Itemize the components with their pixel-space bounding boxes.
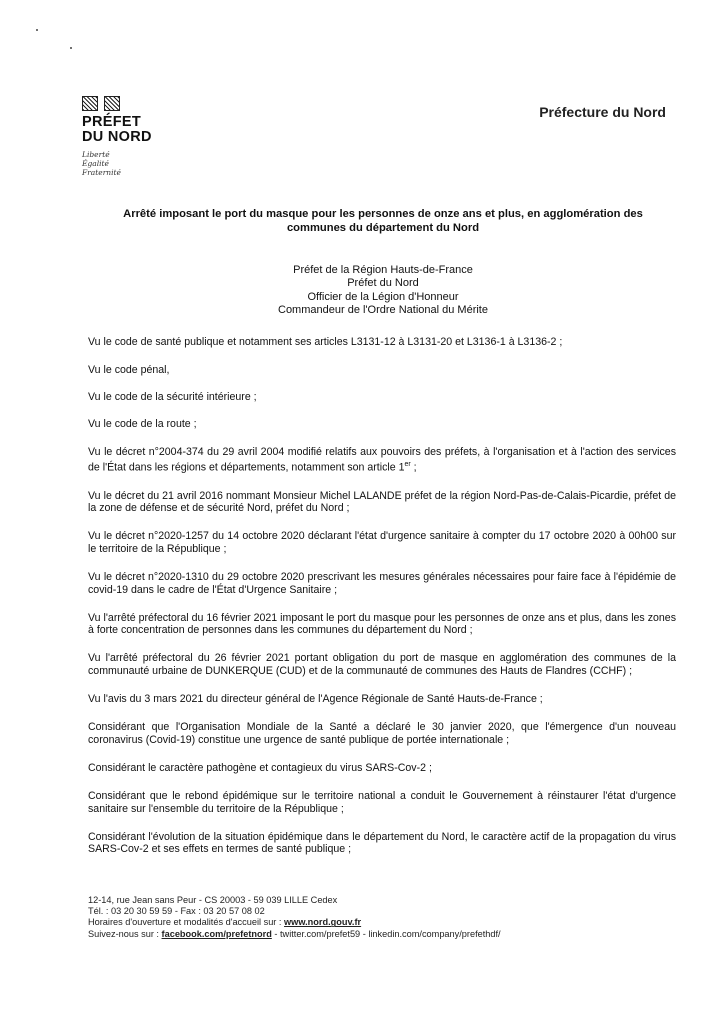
considerant-paragraph: Considérant l'évolution de la situation épidémique dans le département du Nord, le caractère actif de la propagation du virus SARS-Cov-2 et ses effets en termes de santé publique ; xyxy=(88,830,676,856)
visa-paragraph: Vu l'arrêté préfectoral du 26 février 2021 portant obligation du port de masque en agglomération des communes de la communauté urbaine de DUNKERQUE (CUD) et de la communauté de communes des Hauts de Flandres (CCHF) ; xyxy=(88,652,676,677)
motto-fraternite: Fraternité xyxy=(82,168,121,177)
marianne-emblem-icon xyxy=(82,96,202,111)
considerant-paragraph: Considérant le caractère pathogène et contagieux du virus SARS-Cov-2 ; xyxy=(88,761,432,774)
website-link[interactable]: www.nord.gouv.fr xyxy=(284,917,362,928)
visa-paragraph: Vu le décret n°2020-1310 du 29 octobre 2020 prescrivant les mesures générales nécessaires pour faire face à l'épidémie de covid-19 dans le cadre de l'État d'Urgence Sanitaire ; xyxy=(88,570,676,596)
visa-paragraph: Vu l'avis du 3 mars 2021 du directeur général de l'Agence Régionale de Santé Hauts-de-France ; xyxy=(88,693,543,706)
republic-motto xyxy=(82,150,202,177)
considerant-paragraph: Considérant que le rebond épidémique sur le territoire national a conduit le Gouvernement à réinstaurer l'état d'urgence sanitaire sur l'ensemble du territoire de la République ; xyxy=(88,789,676,815)
separator: - xyxy=(271,928,280,939)
authority-line: Commandeur de l'Ordre National du Mérite xyxy=(278,304,488,317)
visa-paragraph: Vu le code de santé publique et notamment ses articles L3131-12 à L3131-20 et L3136-1 à L3136-2 ; xyxy=(88,336,563,348)
follow-label: Suivez-nous sur : xyxy=(88,928,162,939)
footer-social xyxy=(88,929,648,940)
footer-phone: Tél. : 03 20 30 59 59 - Fax : 03 20 57 08 02 xyxy=(88,906,265,917)
body-text xyxy=(88,336,676,871)
hours-label: Horaires d'ouverture et modalités d'accueil sur : xyxy=(88,917,285,928)
facebook-link[interactable]: facebook.com/prefetnord xyxy=(161,928,272,939)
logo-line-2: DU NORD xyxy=(82,129,152,145)
twitter-link[interactable]: twitter.com/prefet59 xyxy=(280,928,361,939)
authority-line: Officier de la Légion d'Honneur xyxy=(307,290,459,303)
linkedin-link[interactable]: linkedin.com/company/prefethdf/ xyxy=(368,928,501,939)
visa-paragraph: Vu le décret n°2020-1257 du 14 octobre 2020 déclarant l'état d'urgence sanitaire à compter du 17 octobre 2020 à 00h00 sur le territoire de la République ; xyxy=(88,530,676,555)
logo-line-1: PRÉFET xyxy=(82,114,141,130)
title-line-2: communes du département du Nord xyxy=(286,222,480,234)
authority-line: Préfet de la Région Hauts-de-France xyxy=(293,264,473,276)
footer-address: 12-14, rue Jean sans Peur - CS 20003 - 59 039 LILLE Cedex xyxy=(88,895,338,905)
document-title xyxy=(88,207,678,235)
footer-contact xyxy=(88,895,648,940)
authority-block xyxy=(88,264,678,318)
motto-liberte: Liberté xyxy=(82,150,110,159)
visa-paragraph: Vu le code de la route ; xyxy=(88,418,197,431)
title-line-1: Arrêté imposant le port du masque pour les personnes de onze ans et plus, en agglomération des xyxy=(123,208,643,220)
visa-paragraph: Vu le décret n°2004-374 du 29 avril 2004 modifié relatifs aux pouvoirs des préfets, à l'organisation et à l'action des services de l'État dans les régions et départements, notamment son article 1er ; xyxy=(88,446,676,474)
authority-line: Préfet du Nord xyxy=(347,277,419,290)
prefecture-name: Préfecture du Nord xyxy=(539,104,666,120)
prefet-logo xyxy=(82,96,202,177)
considerant-paragraph: Considérant que l'Organisation Mondiale de la Santé a déclaré le 30 janvier 2020, que l'émergence d'un nouveau coronavirus (Covid-19) constitue une urgence de santé publique de portée internationale ; xyxy=(88,721,676,746)
visa-paragraph: Vu l'arrêté préfectoral du 16 février 2021 imposant le port du masque pour les personnes de onze ans et plus, dans les zones à forte concentration de personnes dans les communes du département du Nord ; xyxy=(88,611,676,637)
scan-speck xyxy=(36,29,38,31)
footer-hours xyxy=(88,917,648,928)
scan-speck xyxy=(70,47,72,49)
visa-paragraph: Vu le décret du 21 avril 2016 nommant Monsieur Michel LALANDE préfet de la région Nord-Pas-de-Calais-Picardie, préfet de la zone de défense et de sécurité Nord, préfet du Nord ; xyxy=(88,489,676,515)
visa-paragraph: Vu le code de la sécurité intérieure ; xyxy=(88,391,257,404)
visa-paragraph: Vu le code pénal, xyxy=(88,364,170,377)
separator: - xyxy=(360,928,369,939)
motto-egalite: Égalité xyxy=(82,159,109,168)
